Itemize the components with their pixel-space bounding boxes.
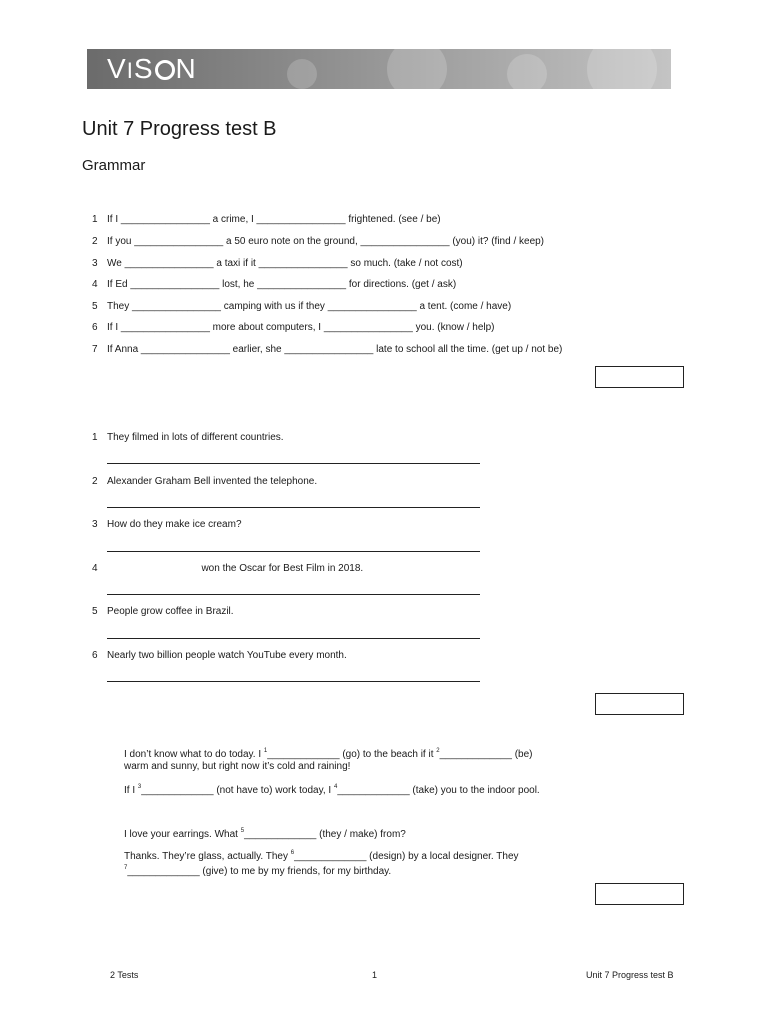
- score-box[interactable]: [595, 693, 684, 715]
- dialogue-text: _____________ (be): [439, 749, 533, 760]
- gap-number: 3: [137, 784, 142, 790]
- grammar-item: If I ________________ a crime, I ________________ frightened. (see / be): [107, 214, 441, 225]
- dialogue-text: If I: [124, 785, 138, 796]
- dialogue-text: _____________ (they / make) from?: [244, 829, 406, 840]
- passive-item: They filmed in lots of different countries.: [107, 432, 284, 443]
- item-number: 6: [92, 322, 98, 333]
- score-box[interactable]: [595, 366, 684, 388]
- header-banner: [87, 49, 671, 89]
- gap-number: 5: [240, 828, 245, 834]
- gap-number: 6: [290, 850, 295, 856]
- dialogue-text: Thanks. They’re glass, actually. They: [124, 851, 291, 862]
- passive-item: Nearly two billion people watch YouTube every month.: [107, 650, 347, 661]
- dialogue-text: _____________ (not have to) work today, I: [141, 785, 334, 796]
- dialogue-text: _____________ (give) to me by my friends, for my birthday.: [127, 866, 392, 877]
- grammar-item: If I ________________ more about computers, I ________________ you. (know / help): [107, 322, 495, 333]
- dialogue-text: _____________ (go) to the beach if it: [267, 749, 437, 760]
- item-number: 7: [92, 344, 98, 355]
- passive-item: Alexander Graham Bell invented the telephone.: [107, 476, 318, 487]
- grammar-item: If Ed ________________ lost, he ________________ for directions. (get / ask): [107, 279, 457, 290]
- grammar-item: If you ________________ a 50 euro note on the ground, ________________ (you) it? (find / keep): [107, 236, 545, 247]
- dialogue-line: [124, 745, 533, 761]
- item-number: 2: [92, 236, 98, 247]
- passive-item: People grow coffee in Brazil.: [107, 606, 234, 617]
- item-number: 3: [92, 258, 98, 269]
- answer-line[interactable]: [107, 681, 480, 682]
- item-number: 5: [92, 301, 98, 312]
- answer-line[interactable]: [107, 638, 480, 639]
- footer-left: 2 Tests: [110, 970, 139, 980]
- answer-line[interactable]: [107, 551, 480, 552]
- dialogue-line: warm and sunny, but right now it’s cold and raining!: [124, 761, 351, 772]
- logo-globe-icon: [155, 60, 175, 80]
- item-number: 2: [92, 476, 98, 487]
- gap-number: 1: [263, 748, 268, 754]
- passive-item: won the Oscar for Best Film in 2018.: [107, 563, 364, 574]
- item-number: 6: [92, 650, 98, 661]
- dialogue-line: [124, 862, 391, 878]
- item-number: 4: [92, 563, 98, 574]
- grammar-item: If Anna ________________ earlier, she ________________ late to school all the time. (get up / not be): [107, 344, 563, 355]
- dialogue-text: I don’t know what to do today. I: [124, 749, 264, 760]
- answer-line[interactable]: [107, 594, 480, 595]
- dialogue-line: [124, 781, 540, 797]
- item-number: 4: [92, 279, 98, 290]
- grammar-item: We ________________ a taxi if it ________________ so much. (take / not cost): [107, 258, 463, 269]
- dialogue-text: _____________ (take) you to the indoor pool.: [337, 785, 540, 796]
- dialogue-text: _____________ (design) by a local designer. They: [294, 851, 519, 862]
- vision-logo: VIS N: [107, 53, 197, 84]
- answer-line[interactable]: [107, 463, 480, 464]
- item-number: 5: [92, 606, 98, 617]
- answer-line[interactable]: [107, 507, 480, 508]
- footer-right: Unit 7 Progress test B: [586, 970, 674, 980]
- item-number: 1: [92, 432, 98, 443]
- item-number: 3: [92, 519, 98, 530]
- page-number: 1: [372, 970, 378, 980]
- gap-number: 4: [333, 784, 338, 790]
- page-title: Unit 7 Progress test B: [82, 118, 277, 140]
- score-box[interactable]: [595, 883, 684, 905]
- passive-item: How do they make ice cream?: [107, 519, 242, 530]
- dialogue-line: [124, 825, 406, 841]
- gap-number: 2: [436, 748, 440, 754]
- item-number: 1: [92, 214, 98, 225]
- grammar-item: They ________________ camping with us if they ________________ a tent. (come / have): [107, 301, 512, 312]
- gap-number: 7: [124, 865, 128, 871]
- dialogue-text: I love your earrings. What: [124, 829, 241, 840]
- section-heading-grammar: Grammar: [82, 157, 146, 174]
- dialogue-line: [124, 847, 519, 863]
